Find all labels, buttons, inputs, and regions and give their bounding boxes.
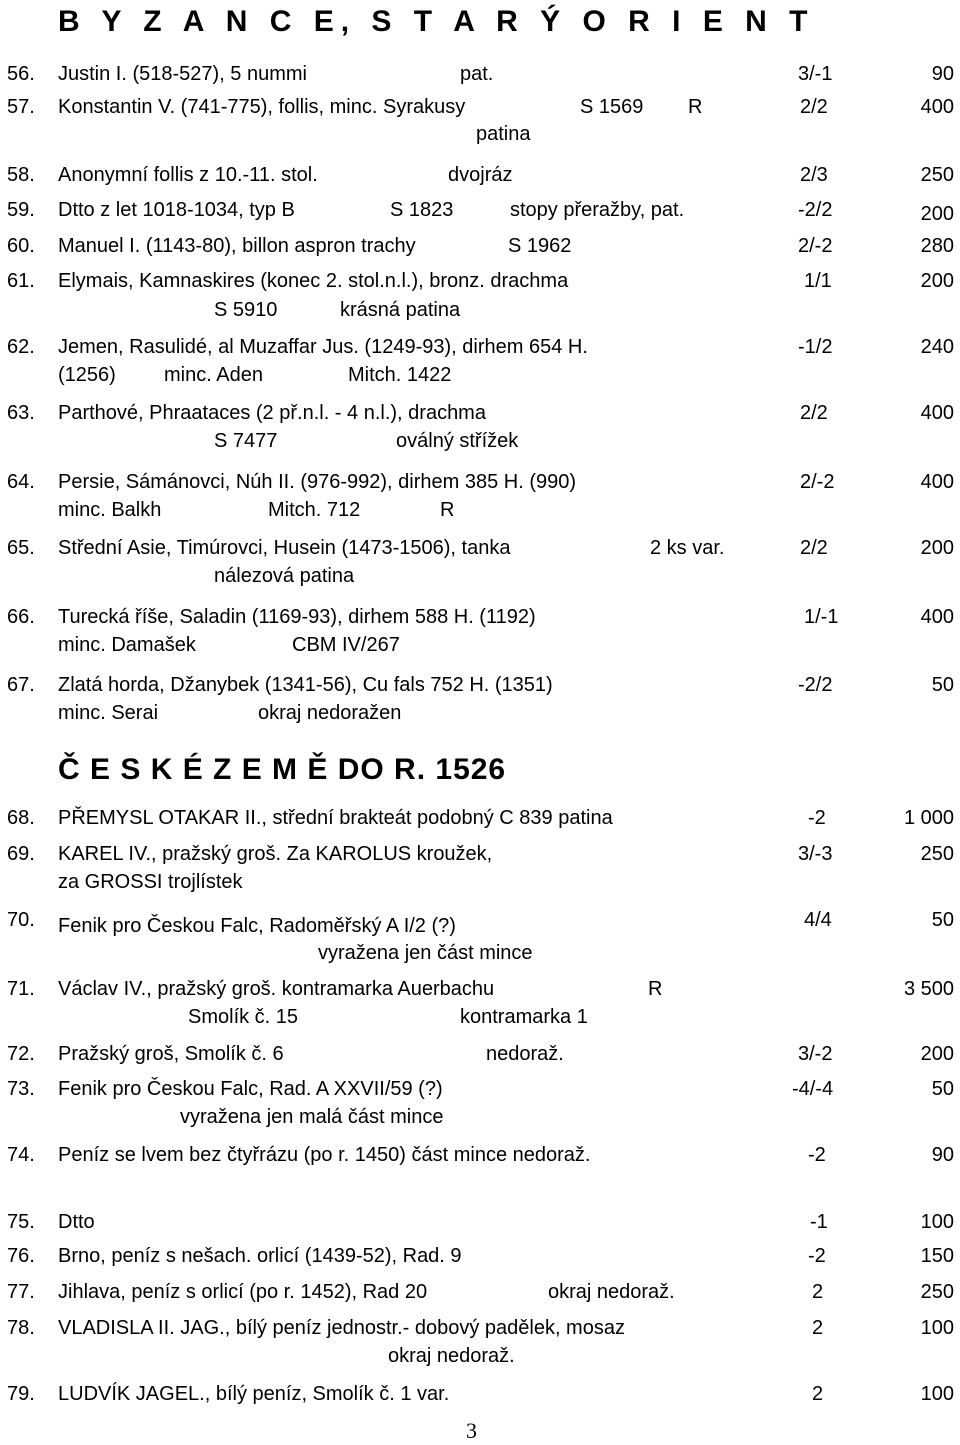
lot-description: Střední Asie, Timúrovci, Husein (1473-1506), tanka <box>58 537 511 559</box>
lot-note: krásná patina <box>340 299 461 321</box>
lot-number: 59. <box>7 199 35 221</box>
lot-grade: 1/-1 <box>804 606 839 628</box>
lot-note: nedoraž. <box>486 1043 564 1065</box>
lot-note: kontramarka 1 <box>460 1006 588 1028</box>
lot-price: 250 <box>920 843 954 865</box>
lot-price: 50 <box>931 674 954 696</box>
lot-reference: CBM IV/267 <box>292 634 400 656</box>
lot-grade: 2 <box>812 1317 824 1339</box>
lot-price: 400 <box>920 402 954 424</box>
lot-number: 68. <box>7 807 35 829</box>
lot-description: Turecká říše, Saladin (1169-93), dirhem 588 H. (1192) <box>58 606 536 628</box>
lot-price: 250 <box>920 164 954 186</box>
section-title-byzance: B Y Z A N C E, S T A R Ý O R I E N T <box>58 5 815 38</box>
lot-price: 1 000 <box>903 807 954 829</box>
lot-reference: Smolík č. 15 <box>188 1006 299 1028</box>
lot-reference: S 5910 <box>214 299 278 321</box>
lot-description: Anonymní follis z 10.-11. stol. <box>58 164 318 186</box>
lot-note: okraj nedoražen <box>258 702 402 724</box>
lot-price: 90 <box>931 1144 954 1166</box>
lot-reference: Mitch. 712 <box>268 499 361 521</box>
lot-grade: -2 <box>808 1245 826 1267</box>
lot-rarity: R <box>440 499 455 521</box>
lot-note: okraj nedoraž. <box>548 1281 675 1303</box>
lot-grade: 2/3 <box>800 164 828 186</box>
lot-description: Fenik pro Českou Falc, Radoměřský A I/2 (?) <box>58 915 456 937</box>
lot-note: dvojráz <box>448 164 513 186</box>
lot-grade: 2/2 <box>800 402 828 424</box>
lot-note: pat. <box>460 63 494 85</box>
lot-number: 64. <box>7 471 35 493</box>
lot-description: Manuel I. (1143-80), billon aspron trachy <box>58 235 416 257</box>
lot-mint: minc. Aden <box>164 364 263 386</box>
lot-description: VLADISLA II. JAG., bílý peníz jednostr.- dobový padělek, mosaz <box>58 1317 625 1339</box>
lot-year: (1256) <box>58 364 116 386</box>
lot-number: 78. <box>7 1317 35 1339</box>
lot-number: 75. <box>7 1211 35 1233</box>
lot-number: 72. <box>7 1043 35 1065</box>
section-title-ceske-zeme: Č E S K É Z E M Ě DO R. 1526 <box>58 753 507 786</box>
lot-price: 90 <box>931 63 954 85</box>
lot-price: 150 <box>920 1245 954 1267</box>
lot-description: LUDVÍK JAGEL., bílý peníz, Smolík č. 1 var. <box>58 1383 450 1405</box>
lot-note: vyražena jen malá část mince <box>180 1106 444 1128</box>
lot-grade: -2/2 <box>798 199 833 221</box>
lot-note: oválný střížek <box>396 430 519 452</box>
lot-mint: minc. Serai <box>58 702 159 724</box>
lot-description: Dtto z let 1018-1034, typ B <box>58 199 295 221</box>
lot-number: 67. <box>7 674 35 696</box>
lot-number: 71. <box>7 978 35 1000</box>
lot-description: Parthové, Phraataces (2 př.n.l. - 4 n.l.), drachma <box>58 402 486 424</box>
lot-number: 66. <box>7 606 35 628</box>
lot-grade: -1/2 <box>798 336 833 358</box>
lot-grade: -2 <box>808 807 826 829</box>
lot-number: 73. <box>7 1078 35 1100</box>
lot-quantity: 2 ks var. <box>650 537 725 559</box>
lot-price: 3 500 <box>903 978 954 1000</box>
lot-grade: 2 <box>812 1281 824 1303</box>
lot-description: Konstantin V. (741-775), follis, minc. Syrakusy <box>58 96 466 118</box>
lot-grade: 1/1 <box>804 270 832 292</box>
lot-number: 77. <box>7 1281 35 1303</box>
lot-number: 62. <box>7 336 35 358</box>
lot-description: Zlatá horda, Džanybek (1341-56), Cu fals 752 H. (1351) <box>58 674 553 696</box>
lot-number: 69. <box>7 843 35 865</box>
lot-grade: 2/2 <box>800 96 828 118</box>
lot-price: 200 <box>920 1043 954 1065</box>
lot-reference: S 1962 <box>508 235 572 257</box>
lot-number: 70. <box>7 909 35 931</box>
lot-price: 100 <box>920 1383 954 1405</box>
lot-number: 79. <box>7 1383 35 1405</box>
lot-price: 250 <box>920 1281 954 1303</box>
lot-number: 58. <box>7 164 35 186</box>
lot-grade: -4/-4 <box>792 1078 834 1100</box>
lot-rarity: R <box>688 96 703 118</box>
lot-note: patina <box>476 123 531 145</box>
lot-price: 400 <box>920 96 954 118</box>
lot-reference: S 1823 <box>390 199 454 221</box>
lot-number: 65. <box>7 537 35 559</box>
lot-price: 50 <box>931 1078 954 1100</box>
lot-price: 200 <box>920 270 954 292</box>
lot-grade: 3/-1 <box>798 63 833 85</box>
lot-number: 60. <box>7 235 35 257</box>
lot-price: 200 <box>920 203 954 225</box>
lot-number: 76. <box>7 1245 35 1267</box>
lot-number: 57. <box>7 96 35 118</box>
lot-price: 400 <box>920 471 954 493</box>
lot-note: za GROSSI trojlístek <box>58 871 243 893</box>
lot-rarity: R <box>648 978 663 1000</box>
lot-reference: S 1569 <box>580 96 644 118</box>
lot-grade: 4/4 <box>804 909 832 931</box>
lot-number: 61. <box>7 270 35 292</box>
lot-grade: 2/-2 <box>798 235 833 257</box>
lot-price: 240 <box>920 336 954 358</box>
lot-grade: -2 <box>808 1144 826 1166</box>
page-number: 3 <box>466 1418 477 1443</box>
lot-price: 100 <box>920 1211 954 1233</box>
lot-grade: -1 <box>810 1211 828 1233</box>
lot-grade: 3/-2 <box>798 1043 833 1065</box>
lot-description: Peníz se lvem bez čtyřrázu (po r. 1450) část mince nedoraž. <box>58 1144 591 1166</box>
lot-description: KAREL IV., pražský groš. Za KAROLUS kroužek, <box>58 843 493 865</box>
lot-mint: minc. Damašek <box>58 634 196 656</box>
lot-reference: S 7477 <box>214 430 278 452</box>
lot-price: 100 <box>920 1317 954 1339</box>
lot-description: Elymais, Kamnaskires (konec 2. stol.n.l.), bronz. drachma <box>58 270 569 292</box>
lot-description: Václav IV., pražský groš. kontramarka Auerbachu <box>58 978 495 1000</box>
lot-grade: 2 <box>812 1383 824 1405</box>
lot-description: PŘEMYSL OTAKAR II., střední brakteát podobný C 839 patina <box>58 807 613 829</box>
lot-description: Fenik pro Českou Falc, Rad. A XXVII/59 (?) <box>58 1078 443 1100</box>
lot-number: 74. <box>7 1144 35 1166</box>
lot-number: 63. <box>7 402 35 424</box>
lot-note: vyražena jen část mince <box>318 942 533 964</box>
lot-note: okraj nedoraž. <box>388 1345 515 1367</box>
lot-price: 50 <box>931 909 954 931</box>
lot-description: Brno, peníz s nešach. orlicí (1439-52), Rad. 9 <box>58 1245 462 1267</box>
lot-description: Jihlava, peníz s orlicí (po r. 1452), Rad 20 <box>58 1281 428 1303</box>
lot-number: 56. <box>7 63 35 85</box>
lot-grade: 3/-3 <box>798 843 833 865</box>
lot-description: Pražský groš, Smolík č. 6 <box>58 1043 284 1065</box>
lot-description: Persie, Sámánovci, Núh II. (976-992), dirhem 385 H. (990) <box>58 471 577 493</box>
lot-price: 400 <box>920 606 954 628</box>
lot-grade: 2/2 <box>800 537 828 559</box>
lot-price: 200 <box>920 537 954 559</box>
lot-price: 280 <box>920 235 954 257</box>
lot-note: nálezová patina <box>214 565 355 587</box>
lot-reference: Mitch. 1422 <box>348 364 452 386</box>
lot-description: Jemen, Rasulidé, al Muzaffar Jus. (1249-93), dirhem 654 H. <box>58 336 588 358</box>
lot-description: Dtto <box>58 1211 95 1233</box>
lot-mint: minc. Balkh <box>58 499 162 521</box>
lot-grade: -2/2 <box>798 674 833 696</box>
lot-grade: 2/-2 <box>800 471 835 493</box>
lot-note: stopy přeražby, pat. <box>510 199 685 221</box>
lot-description: Justin I. (518-527), 5 nummi <box>58 63 307 85</box>
